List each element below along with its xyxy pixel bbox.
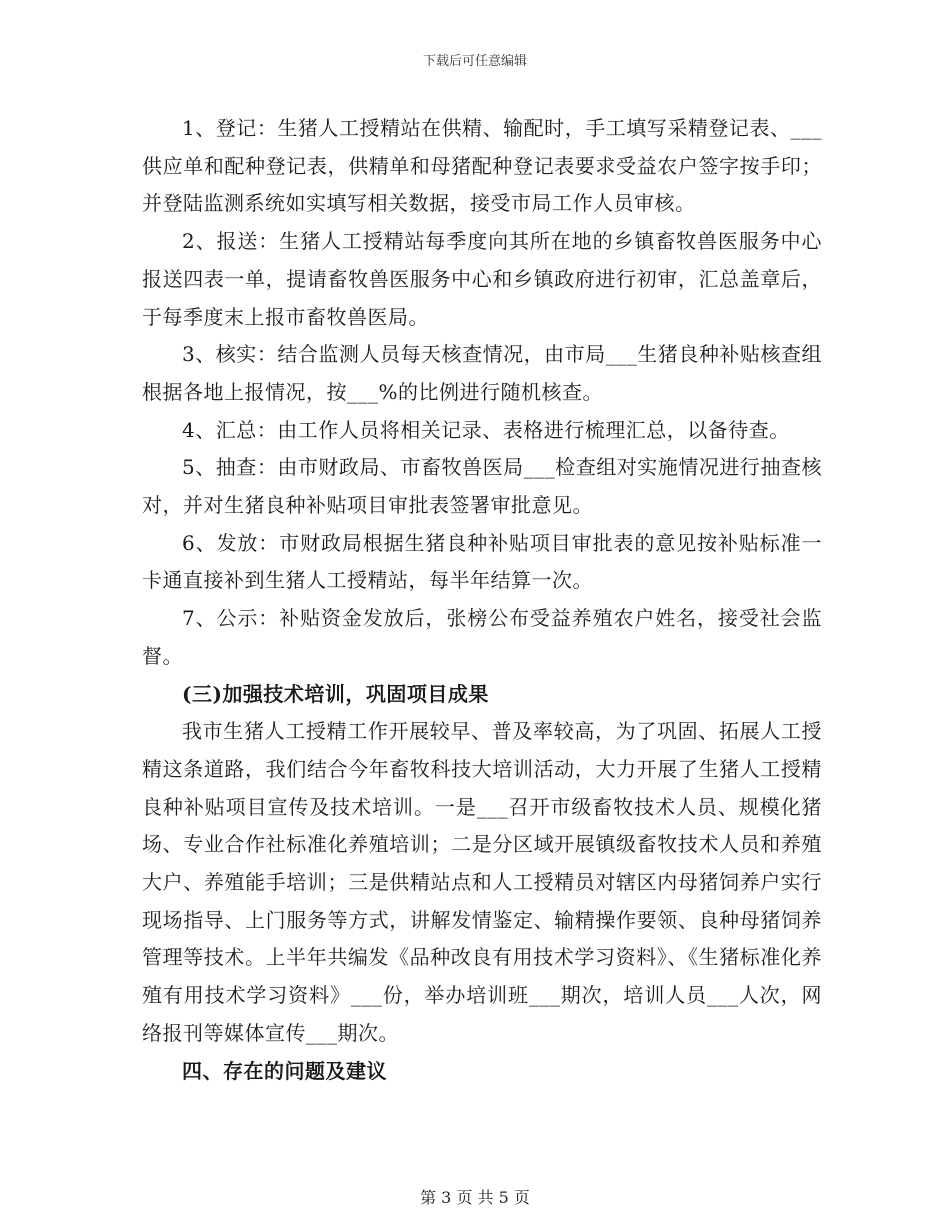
paragraph-reporting: 2、报送：生猪人工授精站每季度向其所在地的乡镇畜牧兽医服务中心报送四表一单，提请畜牧兽医服务中心和乡镇政府进行初审，汇总盖章后，于每季度末上报市畜牧兽医局。 [142,229,822,329]
document-body [142,110,822,1090]
paragraph-summary: 4、汇总：由工作人员将相关记录、表格进行梳理汇总，以备待查。 [182,417,790,442]
paragraph-registration: 1、登记：生猪人工授精站在供精、输配时，手工填写采精登记表、___供应单和配种登记表，供精单和母猪配种登记表要求受益农户签字按手印；并登陆监测系统如实填写相关数据，接受市局工作人员审核。 [142,116,822,216]
paragraph-verification: 3、核实：结合监测人员每天核查情况，由市局___生猪良种补贴核查组根据各地上报情况，按___%的比例进行随机核查。 [142,342,822,404]
page-header: 下载后可任意编辑 [422,54,527,69]
section-heading-problems: 四、存在的问题及建议 [182,1058,387,1083]
paragraph-training: 我市生猪人工授精工作开展较早、普及率较高，为了巩固、拓展人工授精这条道路，我们结合今年畜牧科技大培训活动，大力开展了生猪人工授精良种补贴项目宣传及技术培训。一是___召开市级畜牧技术人员、规模化猪场、专业合作社标准化养殖培训；二是分区域开展镇级畜牧技术人员和养殖大户、养殖能手培训；三是供精站点和人工授精员对辖区内母猪饲养户实行现场指导、上门服务等方式，讲解发情鉴定、输精操作要领、良种母猪饲养管理等技术。上半年共编发《品种改良有用技术学习资料》、《生猪标准化养殖有用技术学习资料》___份，举办培训班___期次，培训人员___人次，网络报刊等媒体宣传___期次。 [142,719,822,1045]
section-heading-training: (三)加强技术培训，巩固项目成果 [182,681,489,706]
paragraph-spot-check: 5、抽查：由市财政局、市畜牧兽医局___检查组对实施情况进行抽查核对，并对生猪良种补贴项目审批表签署审批意见。 [142,455,822,518]
paragraph-disbursement: 6、发放：市财政局根据生猪良种补贴项目审批表的意见按补贴标准一卡通直接补到生猪人工授精站，每半年结算一次。 [142,530,822,593]
paragraph-publicity: 7、公示：补贴资金发放后，张榜公布受益养殖农户姓名，接受社会监督。 [142,606,822,668]
page-footer: 第 3 页 共 5 页 [420,1188,530,1207]
